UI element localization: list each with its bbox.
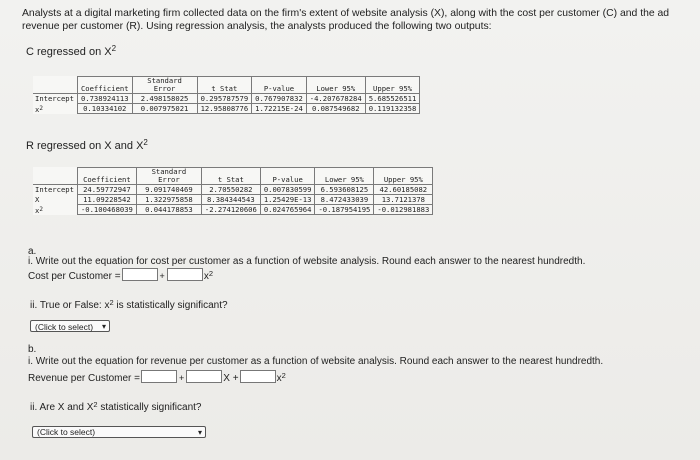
reg2-heading bbox=[26, 138, 148, 152]
cell: 0.767907832 bbox=[252, 94, 307, 104]
row-label-sup: 2 bbox=[39, 205, 43, 213]
part-a-q2-text: ii. True or False: x bbox=[30, 300, 110, 311]
reg2-col-header: t Stat bbox=[201, 168, 260, 185]
reg1-col-header: Lower 95% bbox=[306, 77, 365, 94]
cell: 24.59772947 bbox=[77, 185, 136, 195]
cell: 42.60185082 bbox=[374, 185, 433, 195]
part-b-significance-select[interactable] bbox=[32, 426, 206, 438]
cell: 0.007830599 bbox=[260, 185, 315, 195]
row-label bbox=[33, 104, 77, 114]
reg2-col-header: Coefficient bbox=[77, 168, 136, 185]
cell: 0.087549682 bbox=[306, 104, 365, 114]
cell: 13.7121378 bbox=[374, 195, 433, 205]
part-a-q2 bbox=[30, 298, 228, 311]
cell: 0.295787579 bbox=[197, 94, 252, 104]
x-term-sup: 2 bbox=[208, 269, 213, 278]
cell: 1.25429E-13 bbox=[260, 195, 315, 205]
cell: 0.119132358 bbox=[365, 104, 420, 114]
cell: 6.593608125 bbox=[315, 185, 374, 195]
reg1-corner-cell bbox=[33, 77, 77, 94]
chevron-down-icon: ▾ bbox=[101, 322, 106, 331]
cell: 11.09228542 bbox=[77, 195, 136, 205]
cell: 0.10334102 bbox=[77, 104, 132, 114]
part-a-q2-tail: is statistically significant? bbox=[113, 300, 228, 311]
cell: 1.72215E-24 bbox=[252, 104, 307, 114]
part-a-q2-sup: 2 bbox=[109, 298, 114, 307]
reg1-header-row bbox=[33, 77, 420, 94]
table-row bbox=[33, 185, 433, 195]
reg1-col-header: Coefficient bbox=[77, 77, 132, 94]
x-term: x bbox=[203, 271, 209, 282]
row-label-text: X bbox=[35, 195, 40, 204]
part-b-equation-label: Revenue per Customer = bbox=[28, 373, 141, 384]
row-label bbox=[33, 205, 77, 215]
cell: -0.100468039 bbox=[77, 205, 136, 215]
part-b-q2 bbox=[30, 400, 201, 413]
cell: -2.274120606 bbox=[201, 205, 260, 215]
reg1-heading-sup: 2 bbox=[111, 44, 117, 53]
cell: -0.012981883 bbox=[374, 205, 433, 215]
table-row bbox=[33, 94, 420, 104]
reg2-col-header: Upper 95% bbox=[374, 168, 433, 185]
part-a-equation-label: Cost per Customer = bbox=[28, 271, 121, 282]
x2-term-sup: 2 bbox=[281, 371, 286, 380]
part-b-equation bbox=[28, 370, 286, 384]
reg2-heading-sup: 2 bbox=[143, 138, 148, 147]
cell: 0.738924113 bbox=[77, 94, 132, 104]
reg1-heading-text: C regressed on X bbox=[26, 46, 112, 58]
row-label bbox=[33, 94, 77, 104]
reg1-table bbox=[33, 76, 420, 114]
reg2-table bbox=[33, 167, 433, 215]
cell: 8.384344543 bbox=[201, 195, 260, 205]
part-a-letter: a. bbox=[28, 246, 37, 257]
cell: 0.044178853 bbox=[136, 205, 201, 215]
select-label: (Click to select) bbox=[37, 427, 96, 437]
part-a-instruction: i. Write out the equation for cost per customer as a function of website analysis. Round each answer to the nearest hundredth. bbox=[28, 256, 586, 267]
row-label-text: Intercept bbox=[35, 94, 74, 104]
cell: -4.207678284 bbox=[306, 94, 365, 104]
part-a-significance-select[interactable] bbox=[30, 320, 110, 332]
reg2-header-row bbox=[33, 168, 433, 185]
cell: 9.091740469 bbox=[136, 185, 201, 195]
reg1-heading bbox=[26, 44, 116, 58]
reg2-col-header: P-value bbox=[260, 168, 315, 185]
x2-term: x bbox=[276, 373, 282, 384]
intercept-input-b[interactable] bbox=[141, 370, 177, 383]
cell: 0.007975021 bbox=[132, 104, 197, 114]
row-label-text: x bbox=[35, 205, 40, 215]
x-term: X + bbox=[223, 373, 239, 384]
reg2-col-header: Lower 95% bbox=[315, 168, 374, 185]
table-row bbox=[33, 104, 420, 114]
x2-coef-input-a[interactable] bbox=[167, 268, 203, 281]
part-b-q2-sup: 2 bbox=[93, 400, 98, 409]
chevron-down-icon: ▾ bbox=[197, 428, 202, 437]
part-b-letter: b. bbox=[28, 344, 37, 355]
plus-sign: + bbox=[179, 373, 185, 383]
row-label-text: x bbox=[35, 104, 40, 114]
reg1-col-header: t Stat bbox=[197, 77, 252, 94]
cell: 2.498158025 bbox=[132, 94, 197, 104]
row-label-text: Intercept bbox=[35, 185, 74, 195]
table-row bbox=[33, 205, 433, 215]
row-label bbox=[33, 185, 77, 195]
reg2-corner-cell bbox=[33, 168, 77, 185]
x2-coef-input-b[interactable] bbox=[240, 370, 276, 383]
reg1-col-header: Upper 95% bbox=[365, 77, 420, 94]
part-b-q2-tail: statistically significant? bbox=[97, 402, 202, 413]
row-label-sup: 2 bbox=[39, 104, 43, 112]
cell: -0.187954195 bbox=[315, 205, 374, 215]
reg1-col-header: P-value bbox=[252, 77, 307, 94]
row-label bbox=[33, 195, 77, 205]
cell: 1.322975858 bbox=[136, 195, 201, 205]
reg2-heading-text: R regressed on X and X bbox=[26, 140, 144, 152]
reg1-col-header: Standard Error bbox=[132, 77, 197, 94]
reg2-col-header: Standard Error bbox=[136, 168, 201, 185]
part-b-instruction: i. Write out the equation for revenue per customer as a function of website analysis. Round each answer to the nearest hundredth. bbox=[28, 356, 604, 367]
part-a-equation bbox=[28, 268, 213, 282]
cell: 0.024765964 bbox=[260, 205, 315, 215]
part-b-q2-text: ii. Are X and X bbox=[30, 402, 94, 413]
table-row bbox=[33, 195, 433, 205]
cell: 2.70550282 bbox=[201, 185, 260, 195]
cell: 12.95808776 bbox=[197, 104, 252, 114]
x-coef-input-b[interactable] bbox=[186, 370, 222, 383]
plus-sign: + bbox=[159, 271, 165, 281]
problem-intro: Analysts at a digital marketing firm collected data on the firm's extent of website analysis (X), along with the cost per customer (C) and the ad revenue per customer (R). Using regression analysis, the analysts produced the following two outputs: bbox=[22, 8, 670, 32]
cell: 8.472433039 bbox=[315, 195, 374, 205]
intercept-input-a[interactable] bbox=[122, 268, 158, 281]
cell: 5.685526511 bbox=[365, 94, 420, 104]
select-label: (Click to select) bbox=[35, 322, 94, 332]
